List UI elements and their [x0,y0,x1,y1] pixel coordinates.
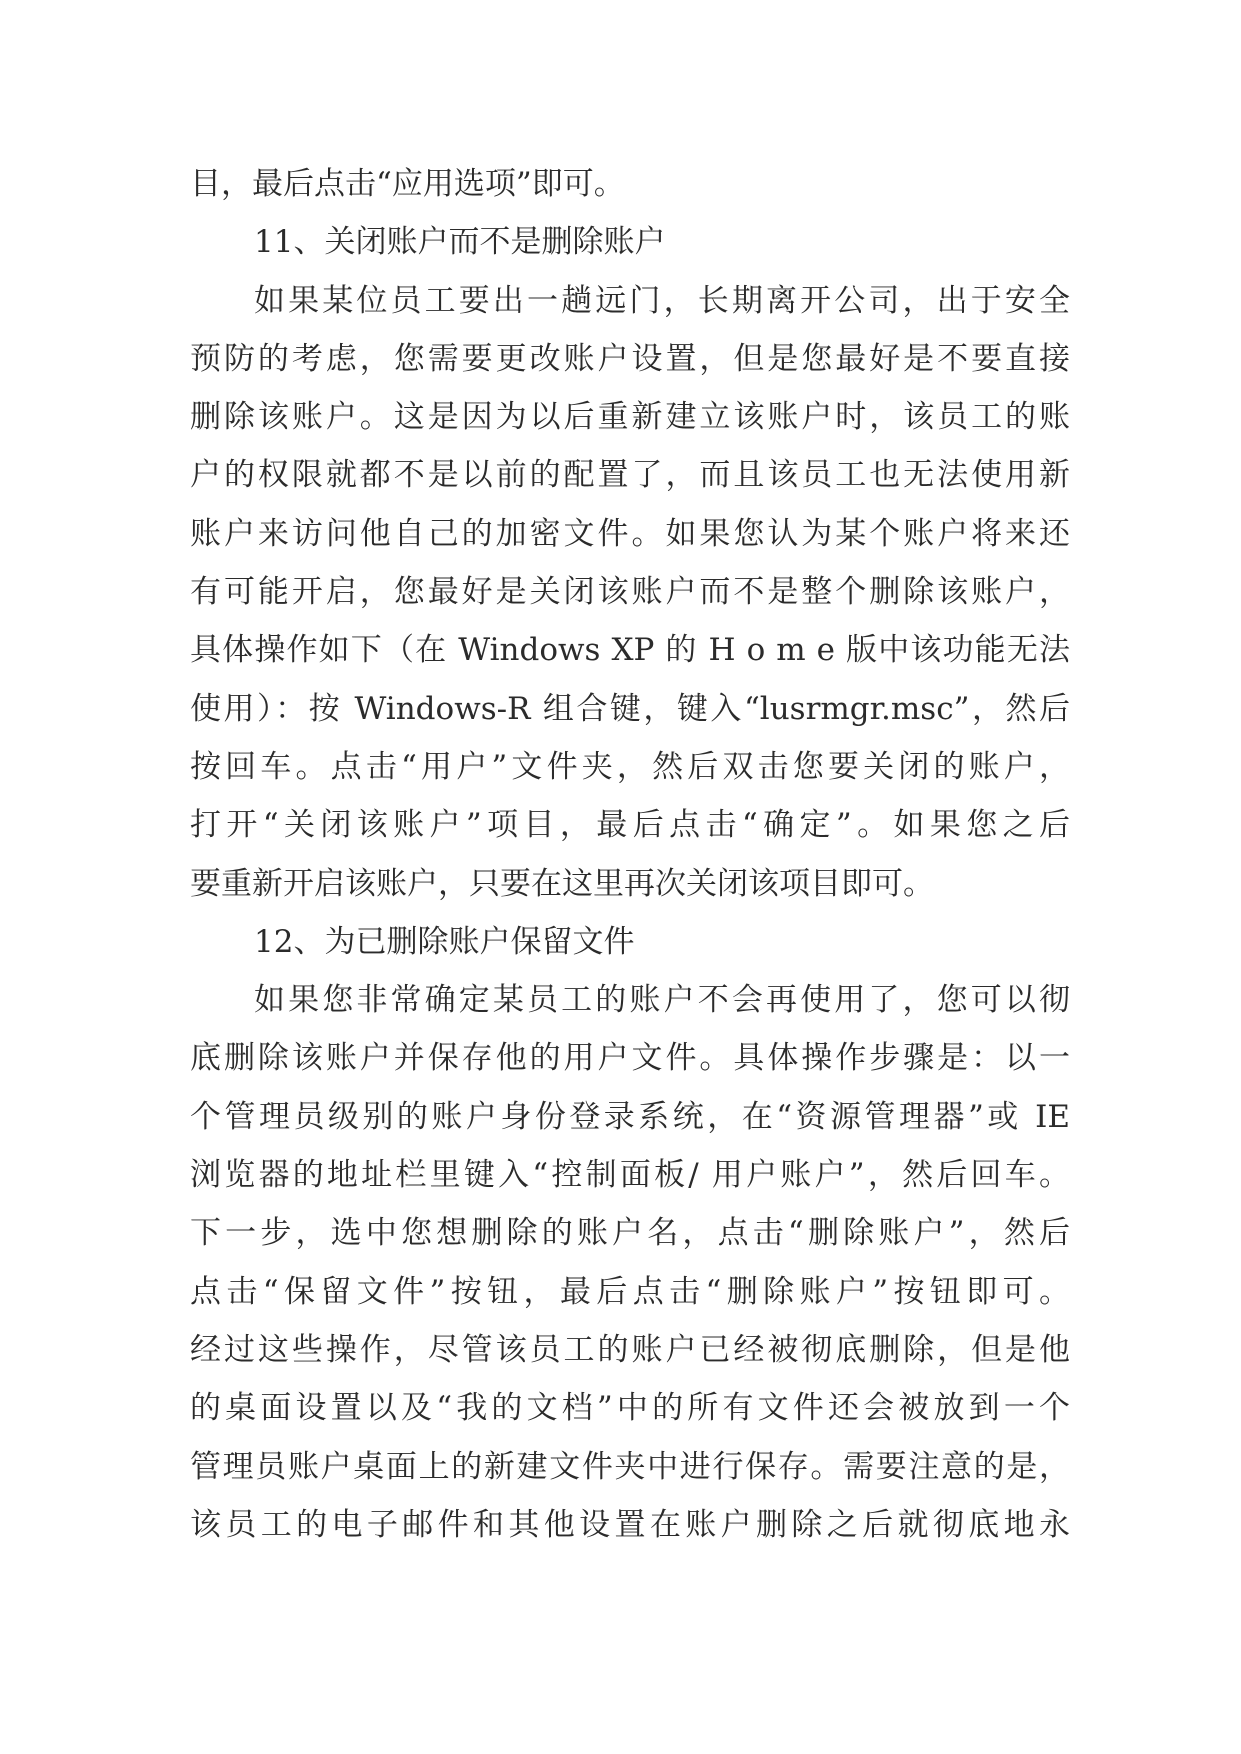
text-line: 的桌面设置以及“我的文档”中的所有文件还会被放到一个 [190,1390,1070,1427]
text-line: 要重新开启该账户，只要在这里再次关闭该项目即可。 [190,865,934,902]
text-line: 打开“关闭该账户”项目，最后点击“确定”。如果您之后 [190,807,1070,844]
text-line: 如果您非常确定某员工的账户不会再使用了，您可以彻 [254,982,1070,1019]
text-line: 底删除该账户并保存他的用户文件。具体操作步骤是：以一 [190,1040,1070,1077]
text-line: 浏览器的地址栏里键入“控制面板/ 用户账户”，然后回车。 [190,1157,1070,1194]
text-line: 有可能开启，您最好是关闭该账户而不是整个删除该账户， [190,574,1070,611]
text-line: 个管理员级别的账户身份登录系统，在“资源管理器”或 IE [190,1098,1070,1135]
section-heading: 11、关闭账户而不是删除账户 [254,224,666,261]
text-line: 按回车。点击“用户”文件夹，然后双击您要关闭的账户， [190,748,1070,785]
text-line: 下一步，选中您想删除的账户名，点击“删除账户”，然后 [190,1215,1070,1252]
text-line: 经过这些操作，尽管该员工的账户已经被彻底删除，但是他 [190,1331,1070,1368]
text-line: 使用）：按 Windows-R 组合键，键入“lusrmgr.msc”，然后 [190,690,1070,727]
text-line: 管理员账户桌面上的新建文件夹中进行保存。需要注意的是， [190,1448,1070,1485]
text-line: 如果某位员工要出一趟远门，长期离开公司，出于安全 [254,282,1070,319]
document-body [190,155,1070,1554]
text-line: 预防的考虑，您需要更改账户设置，但是您最好是不要直接 [190,340,1070,377]
section-heading: 12、为已删除账户保留文件 [254,923,635,960]
text-line: 删除该账户。这是因为以后重新建立该账户时，该员工的账 [190,399,1070,436]
text-line: 户的权限就都不是以前的配置了，而且该员工也无法使用新 [190,457,1070,494]
text-line: 目，最后点击“应用选项”即可。 [190,166,625,202]
text-line: 账户来访问他自己的加密文件。如果您认为某个账户将来还 [190,515,1070,552]
text-line: 具体操作如下（在 Windows XP 的 H o m e 版中该功能无法 [190,632,1070,669]
text-line: 点击“保留文件”按钮，最后点击“删除账户”按钮即可。 [190,1273,1070,1310]
text-line: 该员工的电子邮件和其他设置在账户删除之后就彻底地永 [190,1506,1070,1543]
